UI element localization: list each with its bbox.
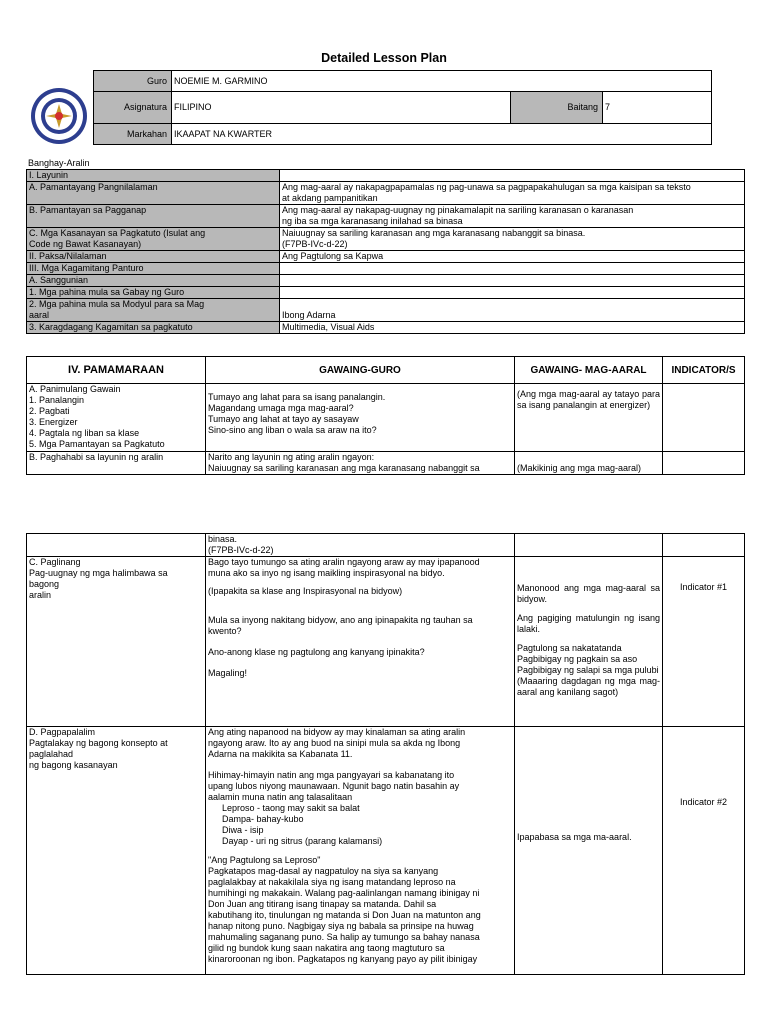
banghay-value: Ang mag-aaral ay nakapagpapamalas ng pag-unawa sa pagpapakahulugan sa mga kaisipan sa teksto at akdang pampanitikan [280,182,745,205]
banghay-label: II. Paksa/Nilalaman [27,251,280,263]
banghay-value [280,170,745,182]
story-text: Pagkatapos mag-dasal ay nagpatuloy na siya sa kanyang paglalakbay at nakakilala siya ng isang matandang leproso na humihingi ng makakain. Walang pag-aalinlangan namang ibinigay ni Don Juan ang titirang isang tinapay sa matanda. Dahil sa kabutihang ito, tinulungan ng matanda si Don Juan na matunton ang hanap nitong puno. Nagbigay siya ng babala sa prinsipe na huwag mahumaling saganang puno. Sa halip ay tumungo sa bahay nanasa gilid ng bundok kung saan nakatira ang taong magtuturo sa kinaroroonan ng ibon. Pagkatapos ng kanyang payo ay pilit ibinigay [208,866,481,964]
continued-text: binasa. (F7PB-IVc-d-22) [206,534,515,557]
pagpapalalim-guro-text: Ang ating napanood na bidyow ay may kinalaman sa ating aralin ngayong araw. Ito ay ang buod na sinipi mula sa akda ng Ibong Adarna na makikita sa Kabanata 11. [208,727,466,759]
col-header-pamamaraan: IV. PAMAMARAAN [27,357,206,384]
banghay-label: III. Mga Kagamitang Panturo [27,263,280,275]
banghay-label: C. Mga Kasanayan sa Pagkatuto (Isulat ang Code ng Bawat Kasanayan) [27,228,280,251]
paglinang-mag-aaral [515,557,663,727]
markahan-label: Markahan [94,124,172,145]
deped-seal-icon [30,87,88,145]
paglinang-guro-text: Magaling! [208,668,248,678]
pagpapalalim-guro-text: Hihimay-himayin natin ang mga pangyayari sa kabanatang ito upang lubos niyong maunawaan. Ngunit bago natin basahin ay aalamin muna natin ang talasalitaan [208,770,460,802]
banghay-label: I. Layunin [27,170,280,182]
guro-value: NOEMIE M. GARMINO [172,71,712,92]
banghay-value: Naiuugnay sa sariling karanasan ang mga karanasang nabanggit sa binasa. (F7PB-IVc-d-22) [280,228,745,251]
paghahabi-indicator [663,452,745,475]
banghay-value: Multimedia, Visual Aids [280,322,745,334]
paglinang-mag-aaral-text: Pagtulong sa nakatatanda Pagbibigay ng pagkain sa aso Pagbibigay ng salapi sa mga pulubi (Maaaring dagdagan ng mga mag-aaral ang kanilang sagot) [517,643,660,697]
paglinang-indicator: Indicator #1 [663,557,745,727]
paghahabi-guro: Narito ang layunin ng ating aralin ngayon: Naiuugnay sa sariling karanasan ang mga karanasang nabanggit sa [206,452,515,475]
paglinang-guro-text: (Ipapakita sa klase ang Inspirasyonal na bidyow) [208,586,403,596]
banghay-value [280,275,745,287]
banghay-value [280,263,745,275]
procedure-table [26,356,745,475]
banghay-label: A. Pamantayang Pangnilalaman [27,182,280,205]
col-header-gawaing-guro: GAWAING-GURO [206,357,515,384]
panimulang-gawain-label: A. Panimulang Gawain 1. Panalangin 2. Pagbati 3. Energizer 4. Pagtala ng liban sa klase 5. Mga Pamantayan sa Pagkatuto [27,384,206,452]
pagpapalalim-label: D. Pagpapalalim Pagtalakay ng bagong konsepto at paglalahad ng bagong kasanayan [27,727,206,975]
banghay-caption: Banghay-Aralin [28,158,90,168]
col-header-indicator: INDICATOR/S [663,357,745,384]
banghay-label: B. Pamantayan sa Pagganap [27,205,280,228]
baitang-label: Baitang [511,92,603,124]
talasalitaan-list: Leproso - taong may sakit sa balat Dampa- bahay-kubo Diwa - isip Dayap - uri ng sitrus (parang kalamansi) [222,803,383,846]
page-title: Detailed Lesson Plan [321,51,447,65]
markahan-value: IKAAPAT NA KWARTER [172,124,712,145]
banghay-label: 2. Mga pahina mula sa Modyul para sa Mag aaral [27,299,280,322]
paglinang-mag-aaral-text: Manonood ang mga mag-aaral sa bidyow. [517,583,660,604]
story-title: "Ang Pagtulong sa Leproso" [208,855,321,865]
procedure-table-continued [26,533,745,975]
pagpapalalim-mag-aaral: Ipapabasa sa mga ma-aaral. [515,727,663,975]
paghahabi-mag-aaral: (Makikinig ang mga mag-aaral) [515,452,663,475]
banghay-label: 3. Karagdagang Kagamitan sa pagkatuto [27,322,280,334]
paglinang-guro-text: Mula sa inyong nakitang bidyow, ano ang ipinapakita ng tauhan sa kwento? [208,615,473,636]
panimulang-gawain-mag-aaral: (Ang mga mag-aaral ay tatayo para sa isang panalangin at energizer) [515,384,663,452]
banghay-value: Ang Pagtulong sa Kapwa [280,251,745,263]
banghay-value: Ang mag-aaral ay nakapag-uugnay ng pinakamalapit na sariling karanasan o karanasan ng iba sa mga karanasang inilahad sa binasa [280,205,745,228]
panimulang-gawain-guro: Tumayo ang lahat para sa isang panalangin. Magandang umaga mga mag-aaral? Tumayo ang lahat at tayo ay sasayaw Sino-sino ang liban o wala sa araw na ito? [206,384,515,452]
banghay-value: Ibong Adarna [280,299,745,322]
paglinang-label: C. Paglinang Pag-uugnay ng mga halimbawa sa bagong aralin [27,557,206,727]
col-header-gawaing-mag-aaral: GAWAING- MAG-AARAL [515,357,663,384]
paghahabi-label: B. Paghahabi sa layunin ng aralin [27,452,206,475]
banghay-value [280,287,745,299]
banghay-label: 1. Mga pahina mula sa Gabay ng Guro [27,287,280,299]
asignatura-value: FILIPINO [172,92,511,124]
paglinang-guro [206,557,515,727]
paglinang-mag-aaral-text: Ang pagiging matulungin ng isang lalaki. [517,613,660,634]
panimulang-gawain-indicator [663,384,745,452]
pagpapalalim-guro [206,727,515,975]
asignatura-label: Asignatura [94,92,172,124]
banghay-table [26,169,745,334]
header-table [93,70,712,145]
baitang-value: 7 [603,92,712,124]
paglinang-guro-text: Ano-anong klase ng pagtulong ang kanyang ipinakita? [208,647,425,657]
paglinang-guro-text: Bago tayo tumungo sa ating aralin ngayong araw ay may ipapanood muna ako sa inyo ng isang maikling inspirasyonal na bidyo. [208,557,480,578]
guro-label: Guro [94,71,172,92]
banghay-label: A. Sanggunian [27,275,280,287]
pagpapalalim-indicator: Indicator #2 [663,727,745,975]
